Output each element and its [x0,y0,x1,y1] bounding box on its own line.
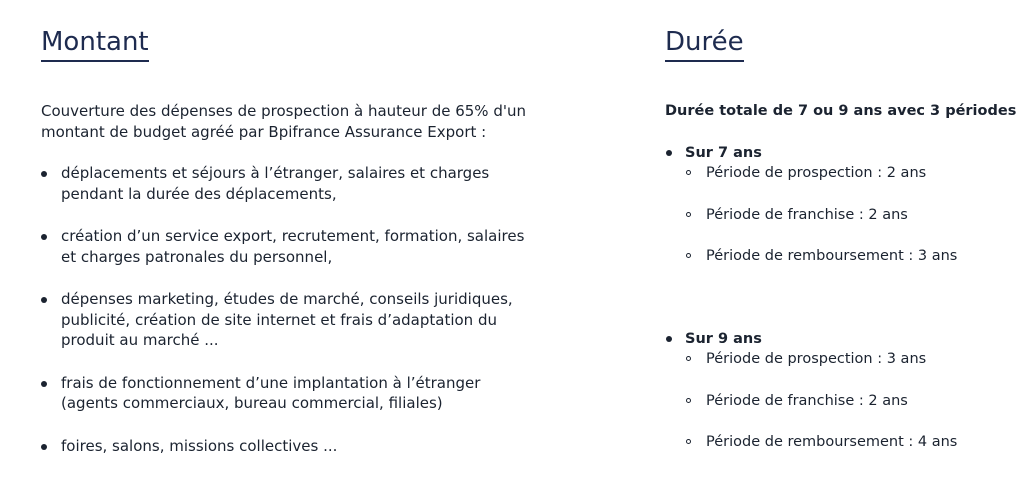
period-text: Période de franchise : 2 ans [706,392,908,409]
period-text: Période de remboursement : 4 ans [706,434,958,450]
bullet-icon [41,297,47,303]
expense-item [41,289,541,351]
bullet-icon [41,234,47,240]
period-text: Période de prospection : 2 ans [706,165,927,181]
duration-option-label [665,329,1005,349]
period-text: Période de franchise : 2 ans [706,206,908,223]
expense-item-text: foires, salons, missions collectives ... [61,436,338,455]
period-list [665,349,1005,452]
bullet-icon [41,171,47,177]
circle-bullet-icon [686,439,691,444]
duration-option-7 [665,143,1005,288]
expense-item-text: création d’un service export, recrutement, formation, salaires et charges patronales du personnel, [61,227,525,266]
expense-item [41,373,541,414]
period-item [665,163,1005,183]
duree-summary: Durée totale de 7 ou 9 ans avec 3 périodes [665,103,1017,119]
expense-item [41,436,541,457]
bullet-icon [41,381,47,387]
expense-list [41,163,541,478]
bullet-icon [666,150,672,156]
montant-intro: Couverture des dépenses de prospection à hauteur de 65% d'un montant de budget agréé par Bpifrance Assurance Export : [41,102,526,141]
duration-option-label [665,143,1005,163]
duree-heading: Durée [665,26,744,62]
circle-bullet-icon [686,398,691,403]
circle-bullet-icon [686,253,691,258]
expense-item [41,226,541,267]
period-text: Période de remboursement : 3 ans [706,248,958,264]
circle-bullet-icon [686,170,691,175]
duration-option-9 [665,329,1005,474]
expense-item [41,163,541,204]
expense-item-text: déplacements et séjours à l’étranger, salaires et charges pendant la durée des déplacements, [61,164,490,203]
expense-item-text: dépenses marketing, études de marché, conseils juridiques, publicité, création de site internet et frais d’adaptation du produit au marché ... [61,290,513,349]
expense-item-text: frais de fonctionnement d’une implantation à l’étranger (agents commerciaux, bureau commercial, filiales) [61,373,481,412]
circle-bullet-icon [686,212,691,217]
period-list [665,163,1005,266]
period-item [665,246,1005,266]
period-text: Période de prospection : 3 ans [706,351,927,367]
bullet-icon [41,444,47,450]
period-item [665,432,1005,452]
period-item [665,391,1005,411]
bullet-icon [666,336,672,342]
duration-option-text: Sur 9 ans [685,331,762,347]
period-item [665,349,1005,369]
circle-bullet-icon [686,356,691,361]
duration-option-text: Sur 7 ans [685,145,762,161]
montant-heading: Montant [41,26,149,62]
period-item [665,205,1005,225]
